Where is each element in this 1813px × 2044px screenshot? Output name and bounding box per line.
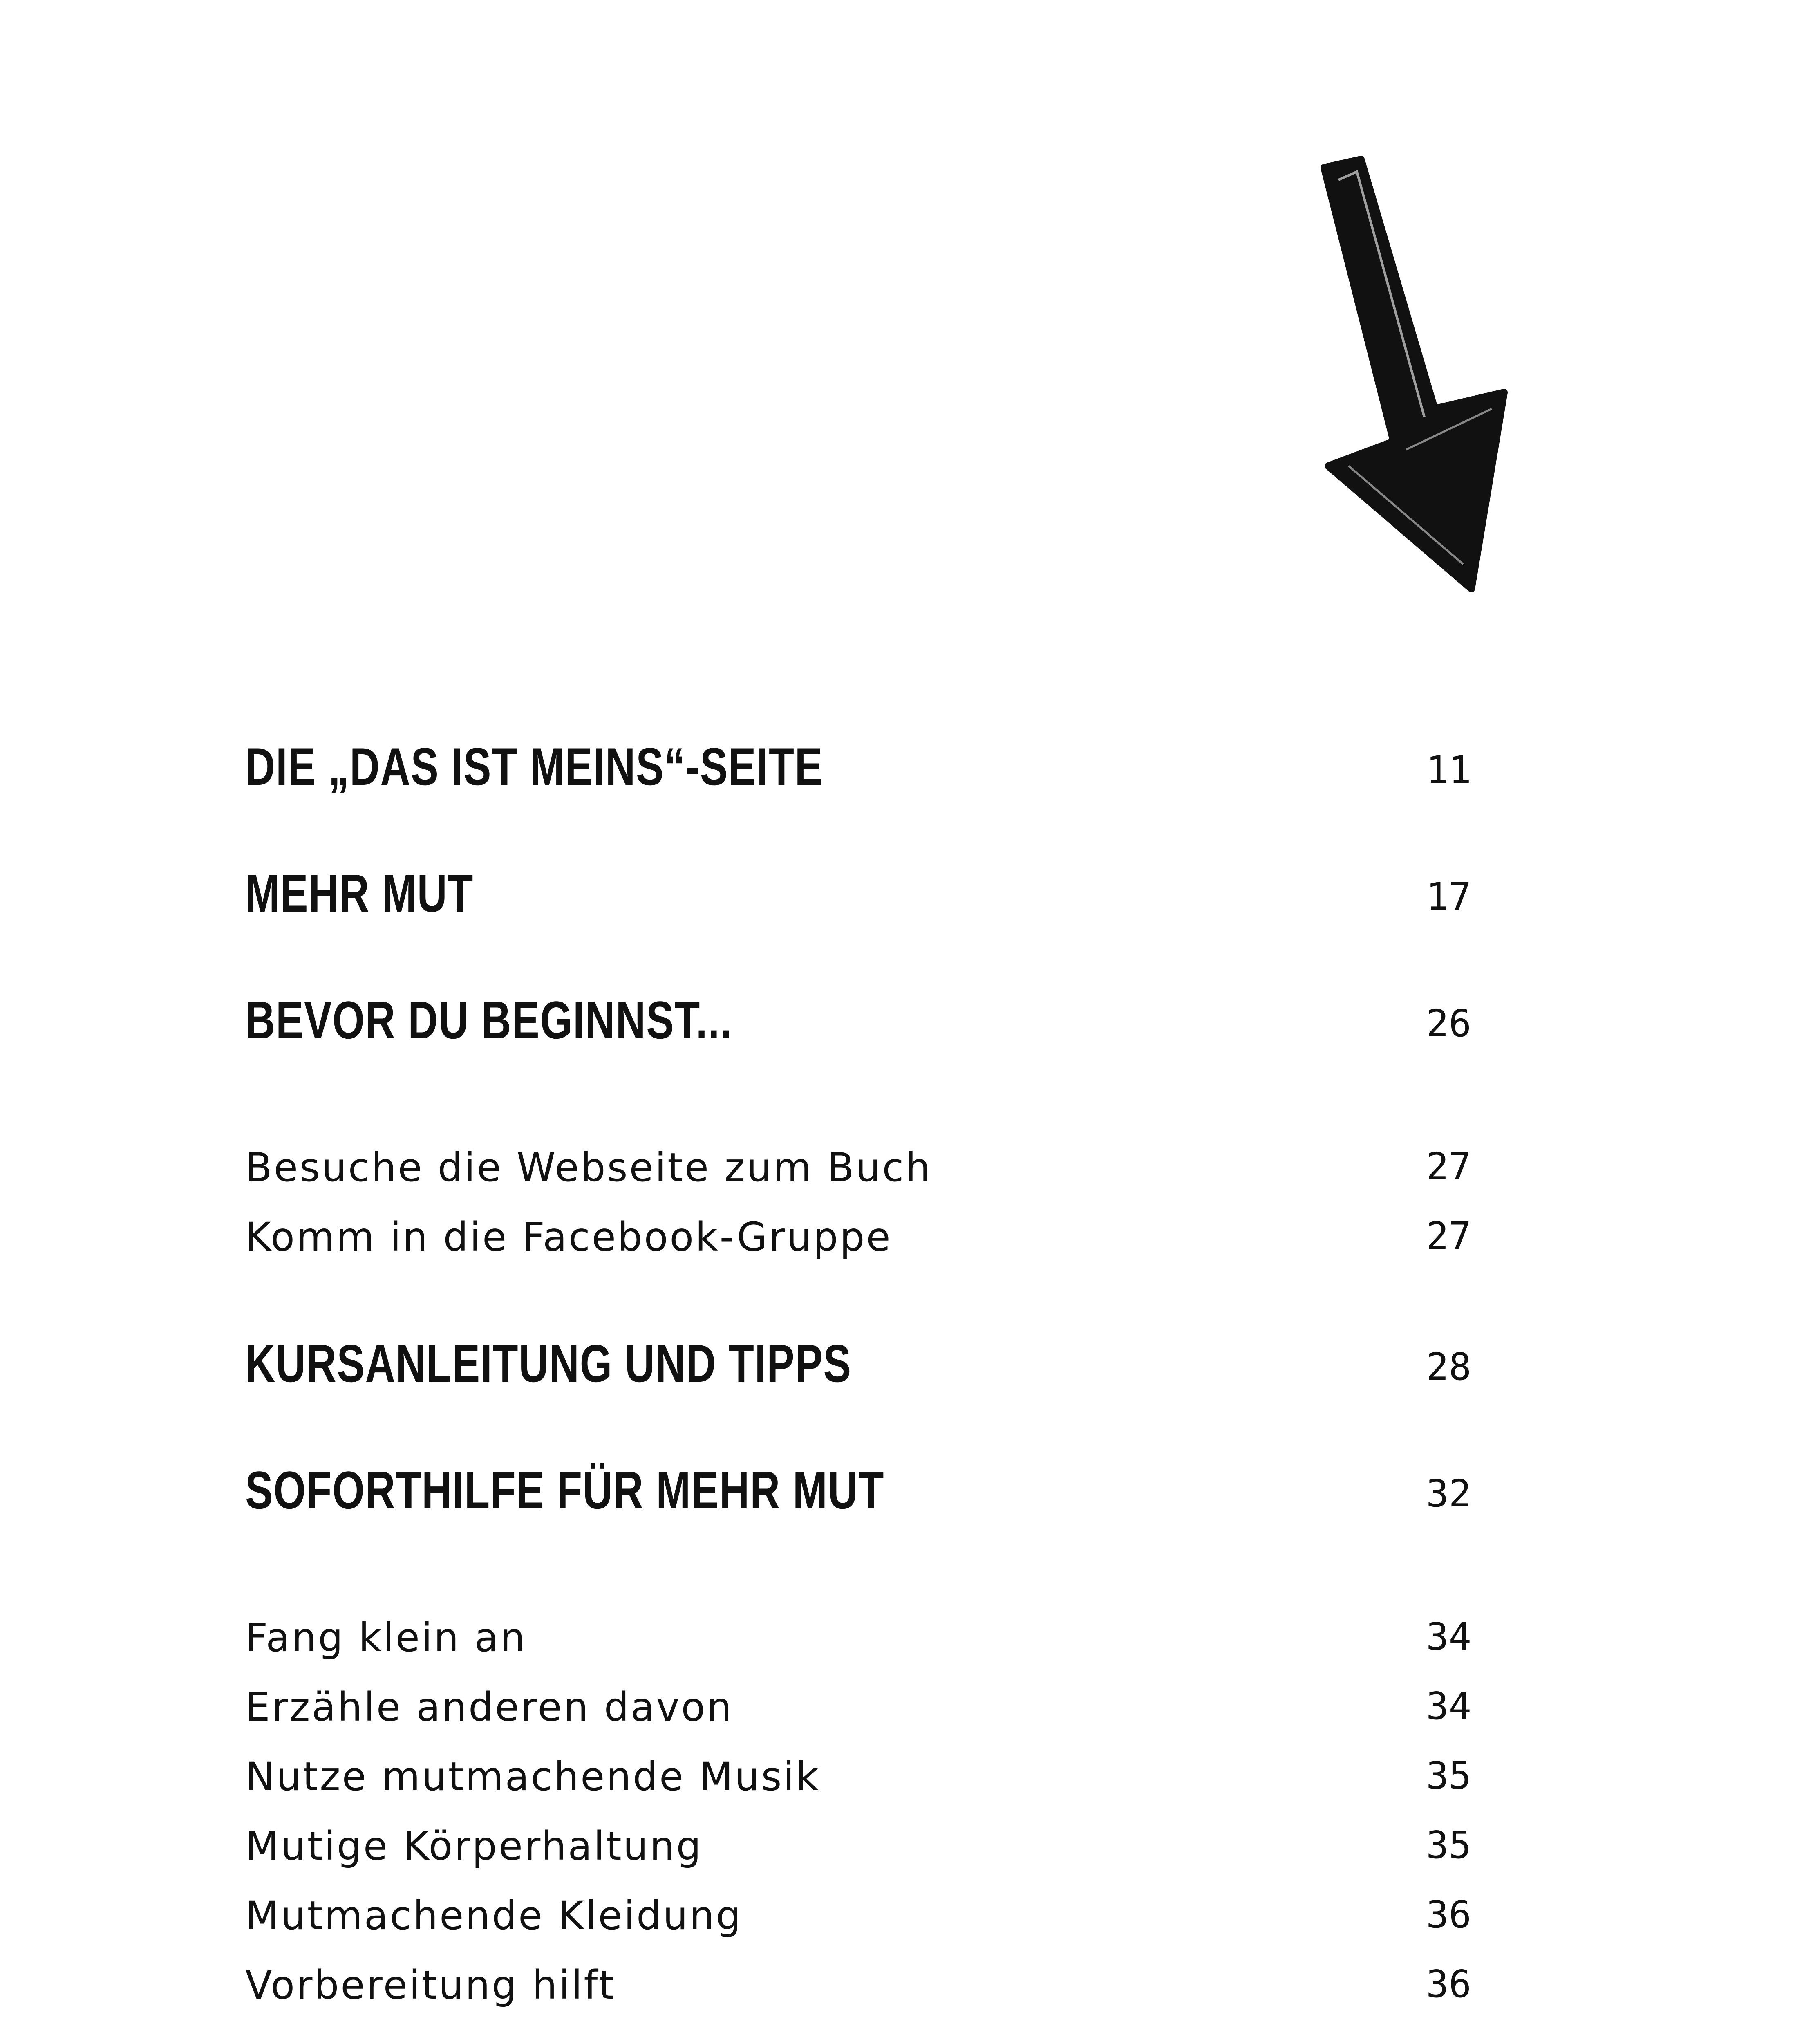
toc-entry bbox=[245, 1333, 1471, 1414]
toc-entry-title: KURSANLEITUNG UND TIPPS bbox=[245, 1334, 852, 1393]
toc-entry-page: 36 bbox=[1426, 1962, 1471, 2006]
toc-entry-page: 32 bbox=[1426, 1472, 1471, 1515]
toc-entry bbox=[245, 1459, 1471, 1541]
toc-entry-page: 11 bbox=[1426, 748, 1471, 792]
toc-entry-title: Mutmachende Kleidung bbox=[245, 1893, 743, 1939]
toc-entry-title: Vorbereitung hilft bbox=[245, 1962, 616, 2008]
toc-entry-title: Mutige Körperhaltung bbox=[245, 1823, 703, 1869]
toc-entry bbox=[245, 736, 1471, 818]
toc-entry-page: 35 bbox=[1426, 1823, 1471, 1867]
toc-entry-title: Besuche die Webseite zum Buch bbox=[245, 1145, 932, 1190]
toc-entry-title: SOFORTHILFE FÜR MEHR MUT bbox=[245, 1460, 884, 1520]
toc-entry-title: Nutze mutmachende Musik bbox=[245, 1754, 820, 1800]
toc-entry bbox=[245, 863, 1471, 944]
toc-entry-page: 35 bbox=[1426, 1754, 1471, 1797]
toc-entry-title: BEVOR DU BEGINNST... bbox=[245, 990, 732, 1050]
toc-entry-page: 34 bbox=[1426, 1684, 1471, 1728]
toc-entry bbox=[245, 989, 1471, 1071]
toc-entry-page: 34 bbox=[1426, 1615, 1471, 1659]
toc-entry bbox=[245, 1214, 1471, 1296]
toc-entry-title: DIE „DAS IST MEINS“-SEITE bbox=[245, 737, 823, 796]
toc-entry bbox=[245, 1962, 1471, 2044]
toc-entry-title: Komm in die Facebook-Gruppe bbox=[245, 1214, 892, 1260]
toc-entry-page: 28 bbox=[1426, 1345, 1471, 1389]
hand-drawn-arrow-down-icon bbox=[1300, 155, 1512, 605]
toc-entry-title: Erzähle anderen davon bbox=[245, 1684, 734, 1730]
toc-entry-page: 27 bbox=[1426, 1214, 1471, 1258]
toc-entry-title: Fang klein an bbox=[245, 1615, 527, 1661]
toc-entry-page: 17 bbox=[1426, 875, 1471, 919]
toc-entry-page: 26 bbox=[1426, 1002, 1471, 1045]
toc-entry-title: MEHR MUT bbox=[245, 863, 474, 923]
toc-entry-page: 27 bbox=[1426, 1145, 1471, 1188]
toc-entry-page: 36 bbox=[1426, 1893, 1471, 1936]
